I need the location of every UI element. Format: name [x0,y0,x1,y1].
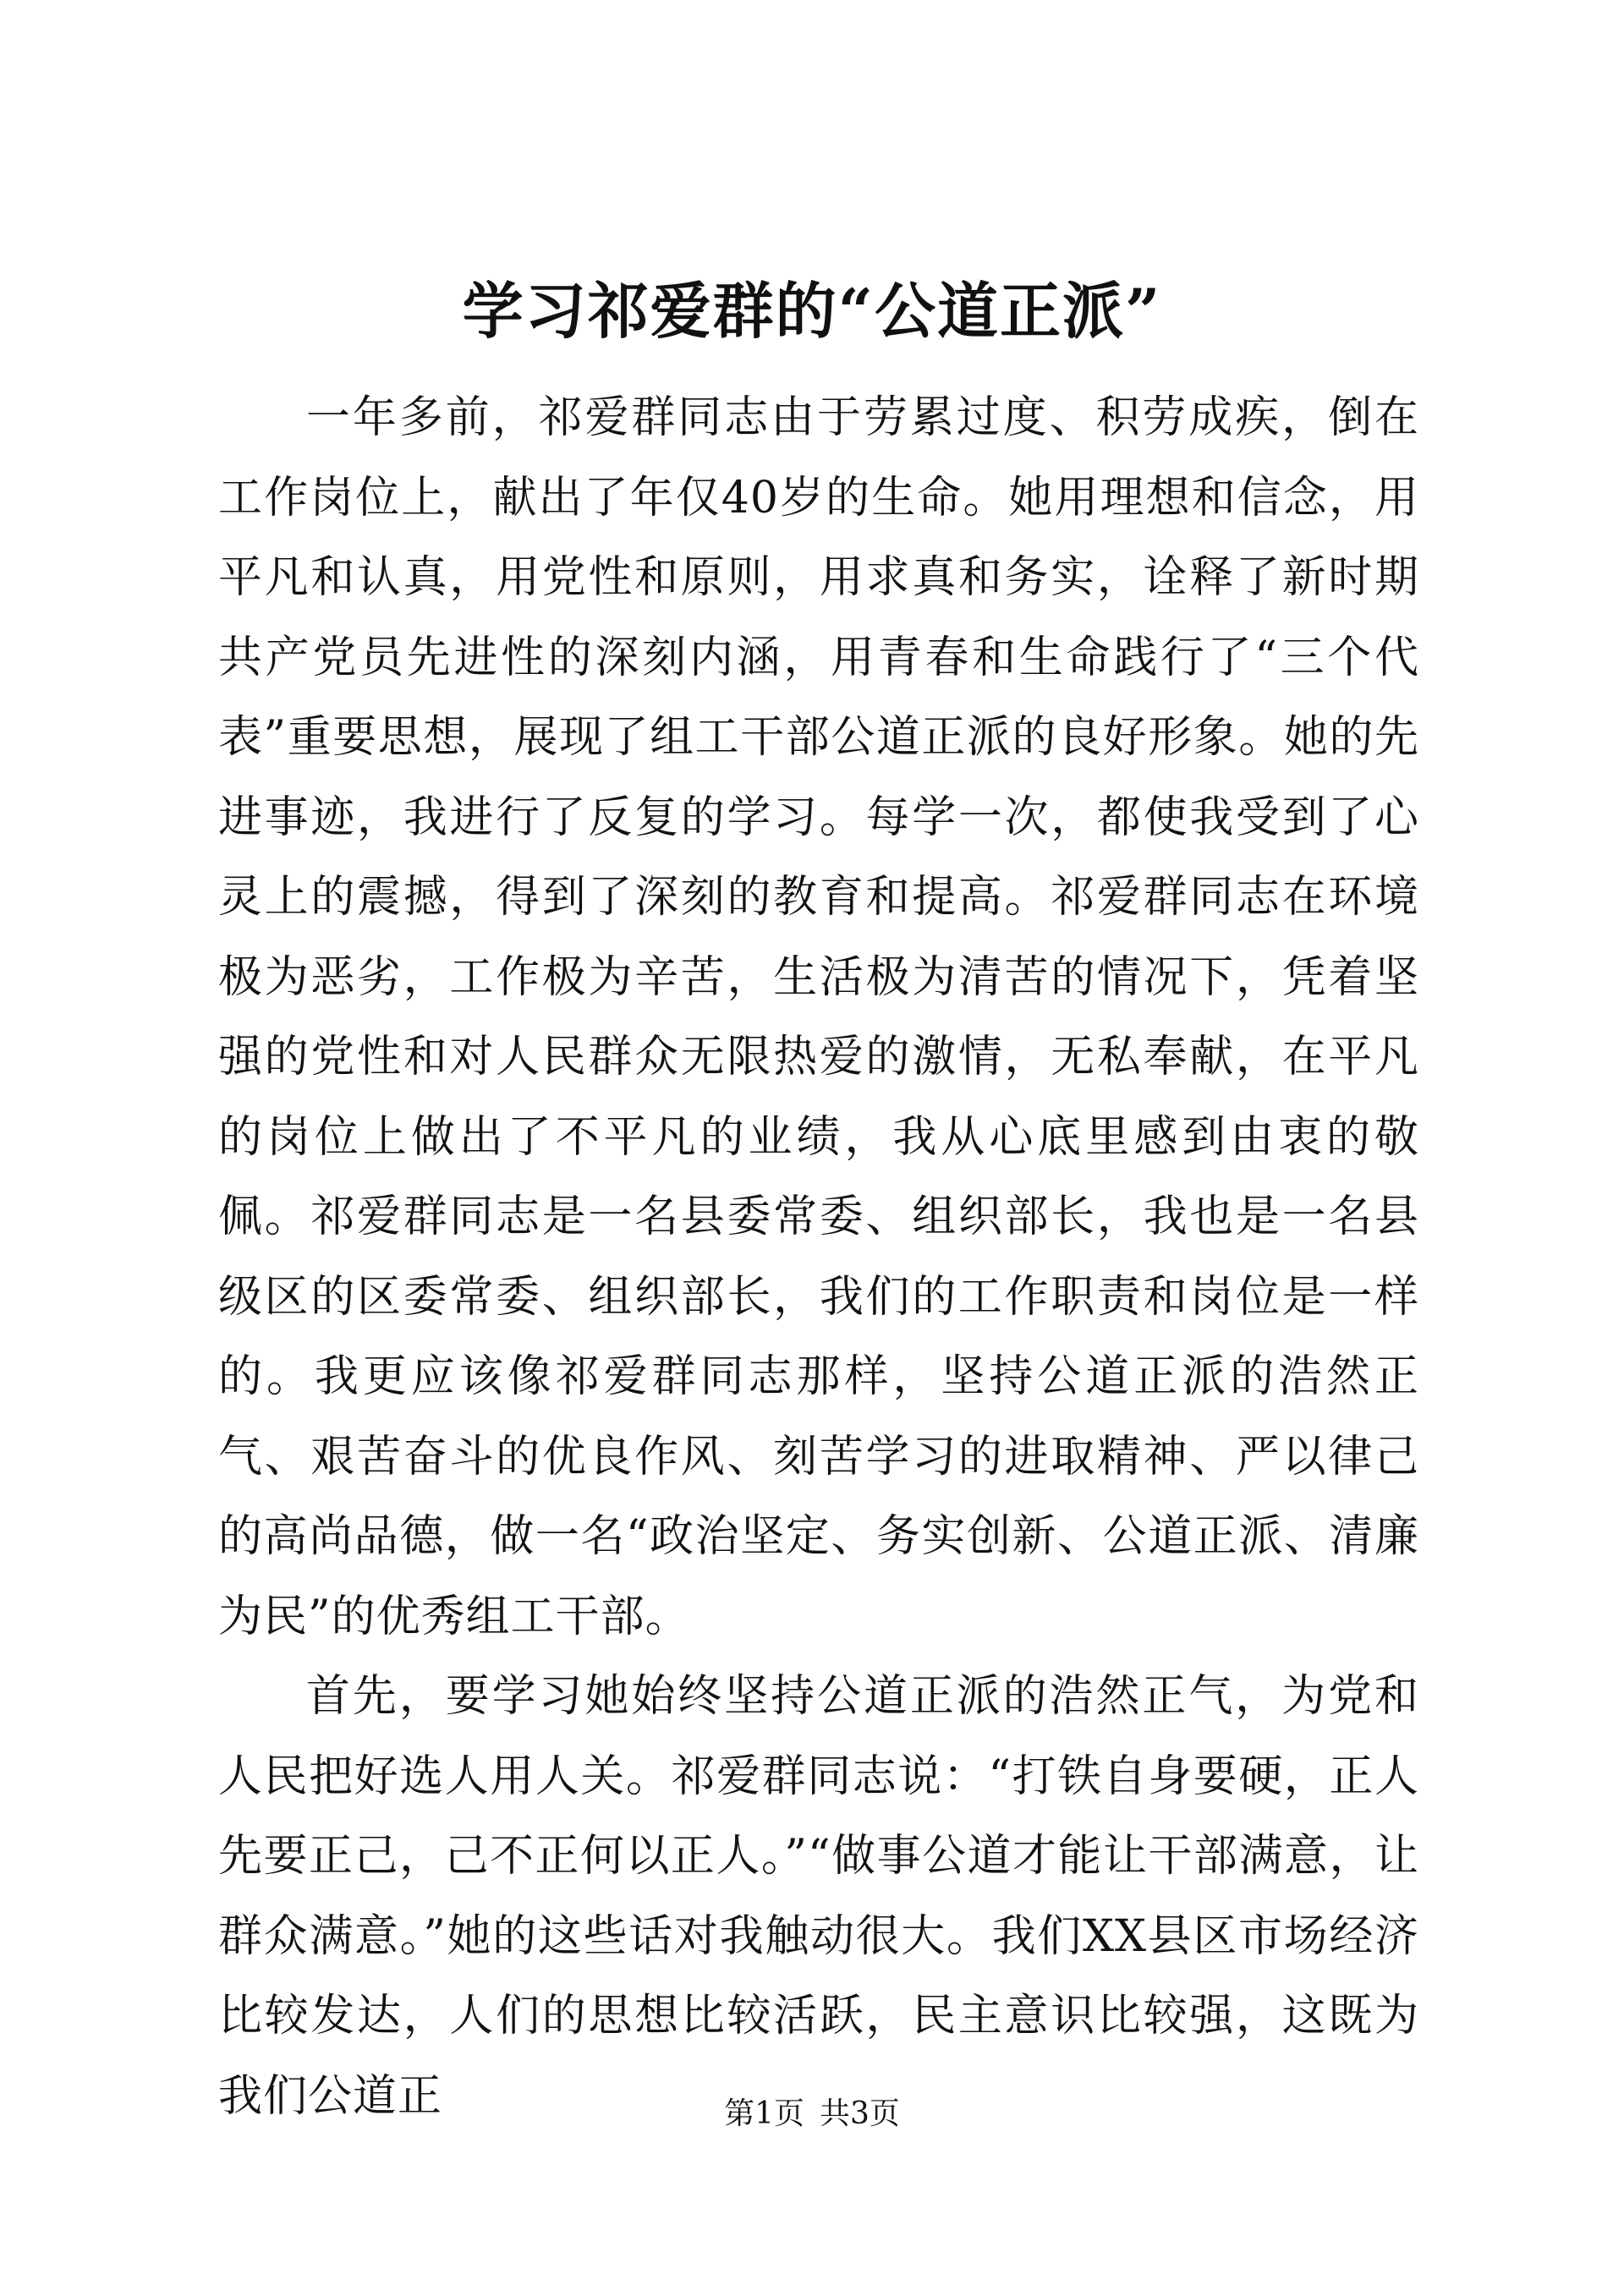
page-number: 第1页 [724,2096,804,2131]
paragraph-1: 一年多前，祁爱群同志由于劳累过度、积劳成疾，倒在工作岗位上，献出了年仅40岁的生命。她用理想和信念，用平凡和认真，用党性和原则，用求真和务实，诠释了新时期共产党员先进性的深刻内涵，用青春和生命践行了“三个代表”重要思想，展现了组工干部公道正派的良好形象。她的先进事迹，我进行了反复的学习。每学一次，都使我受到了心灵上的震撼，得到了深刻的教育和提高。祁爱群同志在环境极为恶劣，工作极为辛苦，生活极为清苦的情况下，凭着坚强的党性和对人民群众无限热爱的激情，无私奉献，在平凡的岗位上做出了不平凡的业绩，我从心底里感到由衷的敬佩。祁爱群同志是一名县委常委、组织部长，我也是一名县级区的区委常委、组织部长，我们的工作职责和岗位是一样的。我更应该像祁爱群同志那样，坚持公道正派的浩然正气、艰苦奋斗的优良作风、刻苦学习的进取精神、严以律己的高尚品德，做一名“政治坚定、务实创新、公道正派、清廉为民”的优秀组工干部。 [218,392,1419,1642]
page-footer [0,2093,1624,2135]
document-title: 学习祁爱群的“公道正派” [462,275,1162,347]
page-total: 共3页 [820,2096,900,2131]
paragraph-2: 首先，要学习她始终坚持公道正派的浩然正气，为党和人民把好选人用人关。祁爱群同志说：“打铁自身要硬，正人先要正己，己不正何以正人。”“做事公道才能让干部满意，让群众满意。”她的这些话对我触动很大。我们XX县区市场经济比较发达，人们的思想比较活跃，民主意识比较强，这既为我们公道正 [218,1671,1419,2122]
document-body [218,378,1419,2136]
